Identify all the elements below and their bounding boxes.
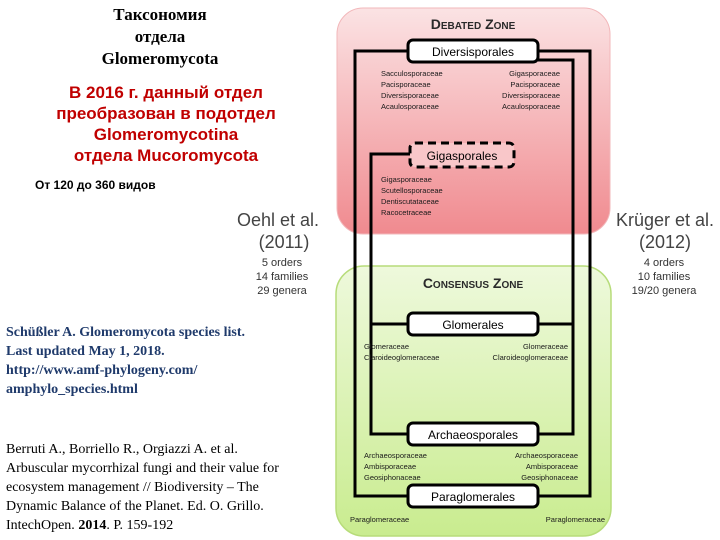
reference-pages: . P. 159-192 bbox=[106, 518, 174, 533]
family-name: Diversisporaceae bbox=[381, 91, 439, 100]
right-author-year: (2012) bbox=[638, 232, 692, 252]
family-name: Gigasporaceae bbox=[509, 69, 560, 78]
family-name: Gigasporaceae bbox=[381, 175, 432, 184]
left-author-year: (2011) bbox=[258, 232, 310, 252]
reference-line: Dynamic Balance of the Planet. Ed. O. Grillo. bbox=[6, 499, 264, 514]
reference-link[interactable]: http://www.amf-phylogeny.com/ bbox=[6, 363, 198, 378]
reference-year: 2014 bbox=[78, 518, 107, 533]
family-name: Ambisporaceae bbox=[525, 462, 578, 471]
note-line: Glomeromycotina bbox=[93, 125, 239, 144]
family-name: Paraglomeraceae bbox=[350, 515, 410, 524]
title-line: Glomeromycota bbox=[101, 49, 219, 68]
right-author-stat: 4 orders bbox=[643, 257, 685, 269]
kruger-annotation bbox=[616, 210, 714, 297]
note-line: В 2016 г. данный отдел bbox=[69, 83, 263, 102]
family-name: Diversisporaceae bbox=[502, 91, 560, 100]
family-name: Glomeraceae bbox=[364, 342, 410, 351]
archaeosporales-label: Archaeosporales bbox=[427, 428, 519, 442]
consensus-zone-title: Consensus Zone bbox=[422, 275, 524, 291]
debated-zone-title: Debated Zone bbox=[430, 16, 516, 32]
family-name: Geosiphonaceae bbox=[521, 473, 578, 482]
title-line: Таксономия bbox=[113, 5, 207, 24]
right-author-stat: 10 families bbox=[637, 271, 691, 283]
family-name: Pacisporaceae bbox=[381, 80, 431, 89]
family-name: Sacculosporaceae bbox=[381, 69, 443, 78]
oehl-annotation bbox=[237, 210, 319, 297]
gigasporales-label: Gigasporales bbox=[426, 149, 498, 163]
family-name: Racocetraceae bbox=[381, 208, 432, 217]
family-name: Glomeraceae bbox=[522, 342, 568, 351]
family-name: Acaulosporaceae bbox=[502, 102, 560, 111]
species-count: От 120 до 360 видов bbox=[35, 178, 156, 192]
reference-line: Arbuscular mycorrhizal fungi and their value for bbox=[6, 461, 279, 476]
family-name: Ambisporaceae bbox=[364, 462, 417, 471]
reference-line: Berruti A., Borriello R., Orgiazzi A. et al. bbox=[6, 442, 238, 457]
diversisporales-label: Diversisporales bbox=[431, 45, 515, 59]
family-name: Claroideoglomeraceae bbox=[364, 353, 440, 362]
family-name: Geosiphonaceae bbox=[364, 473, 421, 482]
glomerales-label: Glomerales bbox=[442, 318, 504, 332]
family-name: Claroideoglomeraceae bbox=[492, 353, 568, 362]
family-name: Paraglomeraceae bbox=[545, 515, 605, 524]
note-line: преобразован в подотдел bbox=[56, 104, 276, 123]
paraglomerales-label: Paraglomerales bbox=[430, 490, 516, 504]
family-name: Archaeosporaceae bbox=[515, 451, 578, 460]
right-author-stat: 19/20 genera bbox=[631, 285, 697, 297]
family-name: Scutellosporaceae bbox=[381, 186, 443, 195]
title-line: отдела bbox=[134, 27, 186, 46]
reference-publisher: IntechOpen. bbox=[6, 518, 79, 533]
reference-line: Last updated May 1, 2018. bbox=[6, 344, 165, 359]
left-author-stat: 29 genera bbox=[257, 285, 307, 297]
family-name: Pacisporaceae bbox=[510, 80, 560, 89]
note-line: отдела Mucoromycota bbox=[73, 146, 259, 165]
reference-link[interactable]: amphylo_species.html bbox=[6, 382, 138, 397]
family-name: Acaulosporaceae bbox=[381, 102, 439, 111]
left-author-stat: 5 orders bbox=[261, 257, 303, 269]
left-author-stat: 14 families bbox=[255, 271, 309, 283]
family-name: Dentiscutataceae bbox=[381, 197, 439, 206]
family-name: Archaeosporaceae bbox=[364, 451, 427, 460]
right-author-name: Krüger et al. bbox=[615, 210, 715, 230]
reference-line: Schüßler A. Glomeromycota species list. bbox=[6, 325, 246, 340]
left-author-name: Oehl et al. bbox=[236, 210, 320, 230]
reference-line: ecosystem management // Biodiversity – The bbox=[6, 480, 259, 495]
